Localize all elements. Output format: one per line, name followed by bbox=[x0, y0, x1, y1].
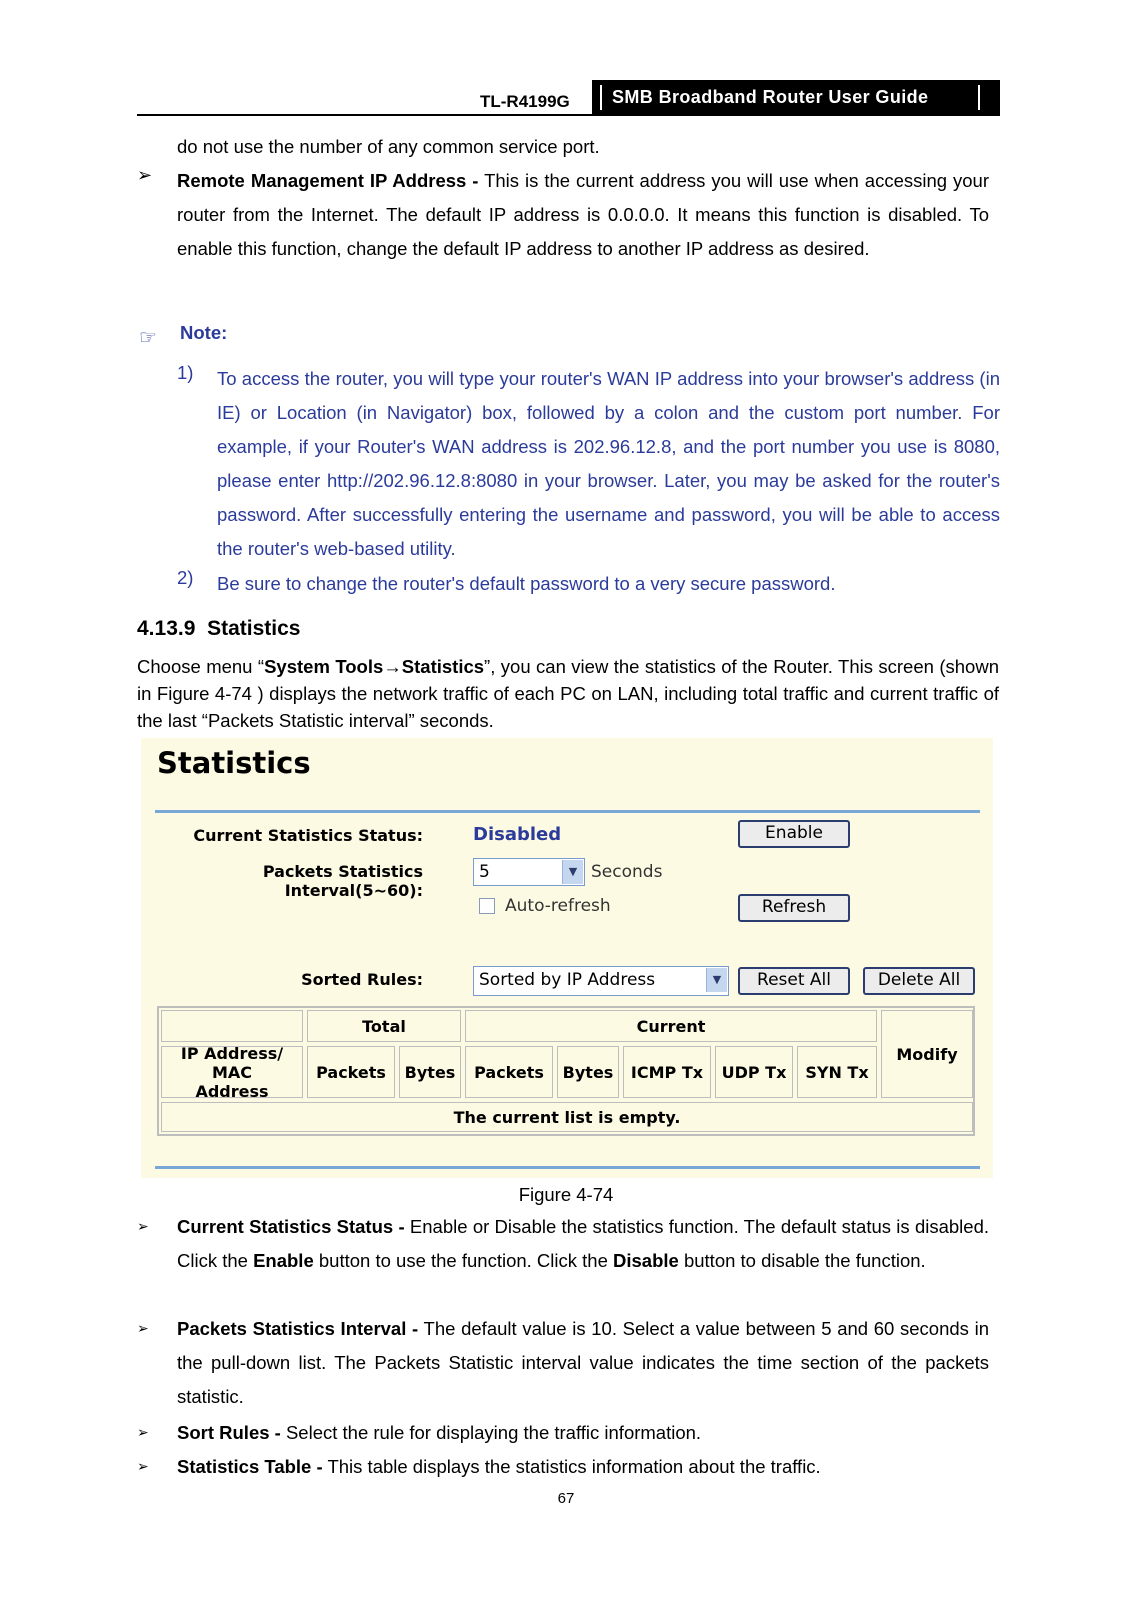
status-value: Disabled bbox=[473, 824, 562, 845]
remote-mgmt-term: Remote Management IP Address - bbox=[177, 170, 479, 191]
table-header-modify: Modify bbox=[881, 1010, 973, 1098]
desc-table-term: Statistics Table - bbox=[177, 1456, 323, 1477]
sorted-rules-label: Sorted Rules: bbox=[301, 970, 423, 989]
desc-status bbox=[177, 1210, 989, 1278]
section-intro-text-1: Choose menu “ bbox=[137, 656, 265, 677]
desc-status-text-1: Enable or Disable the statistics function. The default status is disabled. Click the bbox=[177, 1216, 990, 1271]
note-item-2: Be sure to change the router's default password to a very secure password. bbox=[217, 573, 836, 594]
interval-select[interactable] bbox=[473, 858, 585, 886]
bullet-arrow-icon: ➢ bbox=[137, 1424, 149, 1440]
table-corner-cell bbox=[161, 1010, 303, 1042]
table-header-col: SYN Tx bbox=[797, 1046, 877, 1098]
desc-sort-text: Select the rule for displaying the traffic information. bbox=[280, 1422, 702, 1443]
desc-interval-text: The default value is 10. Select a value between 5 and 60 seconds in the pull-down list. The Packets Statistic interval value indicates the time section of the packets statistic. bbox=[177, 1318, 989, 1407]
note-item-1-link: http://202.96.12.8:8080 bbox=[326, 470, 518, 491]
header-guide-banner bbox=[592, 80, 1000, 116]
remote-mgmt-text: This is the current address you will use when accessing your router from the Internet. The default IP address is 0.0.0.0. It means this function is disabled. To enable this function, change the default IP address to another IP address as desired. bbox=[177, 170, 990, 259]
intro-line: do not use the number of any common service port. bbox=[177, 136, 600, 157]
bullet-arrow-icon: ➢ bbox=[137, 1320, 149, 1336]
status-label: Current Statistics Status: bbox=[193, 826, 423, 845]
note-label: Note: bbox=[180, 322, 228, 343]
note-item-1-text-after: in your browser. Later, you may be asked for the router's password. After successfully entering the username and password, you will be able to access the router's web-based utility. bbox=[217, 470, 1000, 559]
sorted-rules-value: Sorted by IP Address bbox=[479, 970, 656, 990]
delete-all-button[interactable]: Delete All bbox=[863, 967, 975, 995]
table-header-col: Bytes bbox=[399, 1046, 461, 1098]
section-menu-path: System Tools→Statistics bbox=[264, 656, 485, 677]
interval-value: 5 bbox=[479, 862, 490, 882]
desc-status-text-2: button to use the function. Click the bbox=[313, 1250, 614, 1271]
note-item-1 bbox=[217, 362, 1000, 566]
chevron-down-icon: ▼ bbox=[562, 860, 583, 884]
remote-mgmt-paragraph bbox=[177, 164, 989, 266]
desc-table bbox=[177, 1450, 989, 1484]
autorefresh-label: Auto-refresh bbox=[505, 896, 611, 916]
pointing-hand-icon: ☞ bbox=[139, 327, 157, 349]
note-item-1-text-before: To access the router, you will type your router's WAN IP address into your browser's address (in IE) or Location (in Navigator) box, followed by a colon and the custom port number. For example, if your Router's WAN address is 202.96.12.8, and the port number you use is 8080, please enter bbox=[217, 368, 1000, 491]
desc-status-term: Current Statistics Status - bbox=[177, 1216, 405, 1237]
interval-label: Packets Statistics Interval(5~60): bbox=[262, 862, 423, 900]
chevron-down-icon: ▼ bbox=[706, 968, 727, 992]
enable-button[interactable]: Enable bbox=[738, 820, 850, 848]
header-model: TL-R4199G bbox=[480, 92, 570, 111]
table-header-col: Packets bbox=[307, 1046, 395, 1098]
note-item-number: 2) bbox=[177, 567, 194, 588]
header-rule bbox=[137, 114, 1000, 116]
table-header-col: Bytes bbox=[557, 1046, 619, 1098]
figure-bottom-rule bbox=[155, 1166, 980, 1169]
figure-title: Statistics bbox=[157, 746, 311, 780]
bullet-arrow-icon: ➢ bbox=[137, 1218, 149, 1234]
desc-status-disable: Disable bbox=[613, 1250, 679, 1271]
section-number: 4.13.9 bbox=[137, 617, 196, 640]
section-intro-text-2: ”, you can view the statistics of the Router. This screen (shown in Figure 4-74 ) displays the network traffic of each PC on LAN, including total traffic and current traffic of the last “Packets Statistic interval” seconds. bbox=[137, 656, 999, 731]
header-guide-title: SMB Broadband Router User Guide bbox=[600, 85, 980, 110]
desc-interval bbox=[177, 1312, 989, 1414]
statistics-screenshot bbox=[141, 738, 993, 1178]
table-empty-message: The current list is empty. bbox=[161, 1102, 973, 1132]
desc-status-enable: Enable bbox=[253, 1250, 314, 1271]
statistics-table bbox=[157, 1006, 975, 1136]
desc-sort-term: Sort Rules - bbox=[177, 1422, 281, 1443]
sorted-rules-select[interactable] bbox=[473, 966, 729, 996]
refresh-button[interactable]: Refresh bbox=[738, 894, 850, 922]
table-header-current: Current bbox=[465, 1010, 877, 1042]
figure-caption: Figure 4-74 bbox=[518, 1184, 614, 1205]
bullet-arrow-icon: ➢ bbox=[137, 165, 153, 185]
table-header-total: Total bbox=[307, 1010, 461, 1042]
section-title: Statistics bbox=[207, 617, 301, 640]
section-heading bbox=[137, 617, 300, 641]
table-header-col: ICMP Tx bbox=[623, 1046, 711, 1098]
section-intro bbox=[137, 653, 999, 734]
reset-all-button[interactable]: Reset All bbox=[738, 967, 850, 995]
figure-top-rule bbox=[155, 810, 980, 813]
note-item-number: 1) bbox=[177, 362, 194, 383]
desc-table-text: This table displays the statistics information about the traffic. bbox=[322, 1456, 821, 1477]
desc-sort bbox=[177, 1416, 989, 1450]
autorefresh-checkbox[interactable] bbox=[479, 898, 495, 914]
table-header-address: IP Address/ MAC Address bbox=[161, 1046, 303, 1098]
bullet-arrow-icon: ➢ bbox=[137, 1458, 149, 1474]
desc-interval-term: Packets Statistics Interval - bbox=[177, 1318, 419, 1339]
table-header-col: Packets bbox=[465, 1046, 553, 1098]
seconds-label: Seconds bbox=[591, 862, 663, 882]
table-header-col: UDP Tx bbox=[715, 1046, 793, 1098]
page-number: 67 bbox=[557, 1490, 575, 1507]
desc-status-text-3: button to disable the function. bbox=[678, 1250, 926, 1271]
